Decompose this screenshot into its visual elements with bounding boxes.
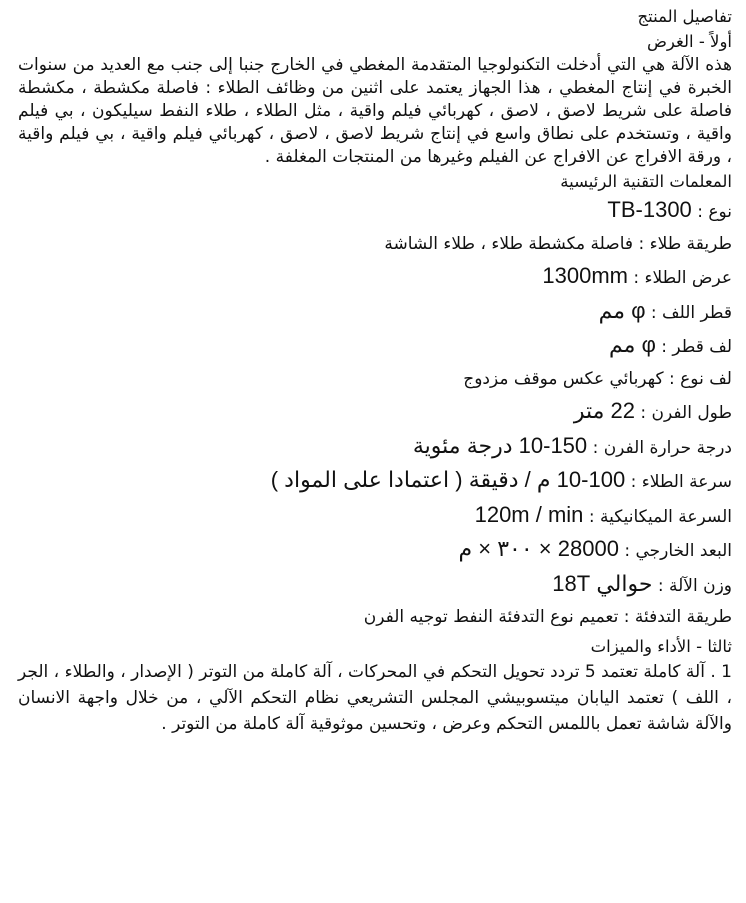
specs-list xyxy=(18,194,732,634)
spec-value: 22 متر xyxy=(573,398,636,423)
spec-row-coating-width xyxy=(18,260,732,295)
spec-label: طريقة طلاء : xyxy=(638,233,732,254)
spec-row-roll-diameter xyxy=(18,295,732,330)
spec-value: فاصلة مكشطة طلاء ، طلاء الشاشة xyxy=(384,233,634,254)
spec-value: 1300mm xyxy=(542,263,628,288)
spec-value: كهربائي عكس موقف مزدوج xyxy=(463,368,664,389)
spec-value: φ مم xyxy=(609,332,656,357)
spec-value: 150-10 درجة مئوية xyxy=(412,432,588,458)
spec-value: حوالي 18T xyxy=(552,570,653,596)
spec-row-machine-weight xyxy=(18,568,732,603)
spec-value: φ مم xyxy=(598,297,646,323)
performance-paragraph: 1 . آلة كاملة تعتمد 5 تردد تحويل التحكم في المحركات ، آلة كاملة من التوتر ( الإصدار ، والطلاء ، الجر ، اللف ) تعتمد اليابان ميتسوبيشي المجلس التشريعي نظام التحكم الآلي ، من خلال واجهة الانسان والآلة شاشة تعمل باللمس التحكم وعرض ، وتحسين موثوقية آلة كاملة من التوتر . xyxy=(18,661,732,734)
spec-label: طول الفرن : xyxy=(640,403,732,423)
spec-row-type xyxy=(18,194,732,229)
spec-value: تعميم نوع التدفئة النفط توجيه الفرن xyxy=(363,607,619,627)
spec-label: لف قطر : xyxy=(661,337,732,357)
spec-row-oven-temperature xyxy=(18,430,732,465)
spec-label: سرعة الطلاء : xyxy=(630,472,732,492)
spec-value: TB-1300 xyxy=(607,197,692,222)
spec-value: 100-10 م / دقيقة ( اعتمادا على المواد ) xyxy=(270,467,626,492)
spec-label: عرض الطلاء : xyxy=(633,268,732,288)
spec-label: نوع : xyxy=(697,202,732,222)
spec-label: طريقة التدفئة : xyxy=(623,607,732,627)
spec-value: 120m / min xyxy=(474,501,584,527)
section-specs-heading: المعلمات التقنية الرئيسية xyxy=(560,172,732,191)
section-purpose-heading: أولاً - الغرض xyxy=(646,32,732,51)
spec-row-coating-speed xyxy=(18,464,732,499)
document-title: تفاصيل المنتج xyxy=(637,7,732,26)
spec-label: قطر اللف : xyxy=(650,302,732,323)
section-performance-heading: ثالثا - الأداء والميزات xyxy=(590,636,732,656)
spec-label: لف نوع : xyxy=(669,368,732,389)
spec-row-outer-dimension xyxy=(18,533,732,568)
spec-row-oven-length xyxy=(18,395,732,430)
spec-label: البعد الخارجي : xyxy=(624,541,732,561)
spec-label: درجة حرارة الفرن : xyxy=(592,437,732,458)
spec-row-heating-method xyxy=(18,602,732,634)
spec-label: وزن الآلة : xyxy=(657,575,732,596)
spec-row-mechanical-speed xyxy=(18,499,732,534)
spec-value: 28000 × ٣٠٠ × م xyxy=(458,536,619,561)
spec-row-coating-method xyxy=(18,229,732,261)
intro-paragraph: هذه الآلة هي التي أدخلت التكنولوجيا المتقدمة المغطي في الخارج جنبا إلى جنب مع العديد من سنوات الخبرة في إنتاج المغطي ، هذا الجهاز يعتمد على اثنين من وظائف الطلاء : فاصلة مكشطة ، مكشطة فاصلة على شريط لاصق ، لاصق ، كهربائي فيلم واقية ، مثل الطلاء ، طلاء النفط سيليكون ، بي فيلم واقية ، وتستخدم على نطاق واسع في إنتاج شريط لاصق ، لاصق ، كهربائي فيلم واقية ، بي فيلم واقية ، ورقة الافراج عن الافراج عن الفيلم وغيرها من المنتجات المغلفة . xyxy=(18,55,732,167)
spec-row-wind-type xyxy=(18,364,732,396)
spec-label: السرعة الميكانيكية : xyxy=(588,506,732,527)
spec-row-wind-diameter xyxy=(18,329,732,364)
